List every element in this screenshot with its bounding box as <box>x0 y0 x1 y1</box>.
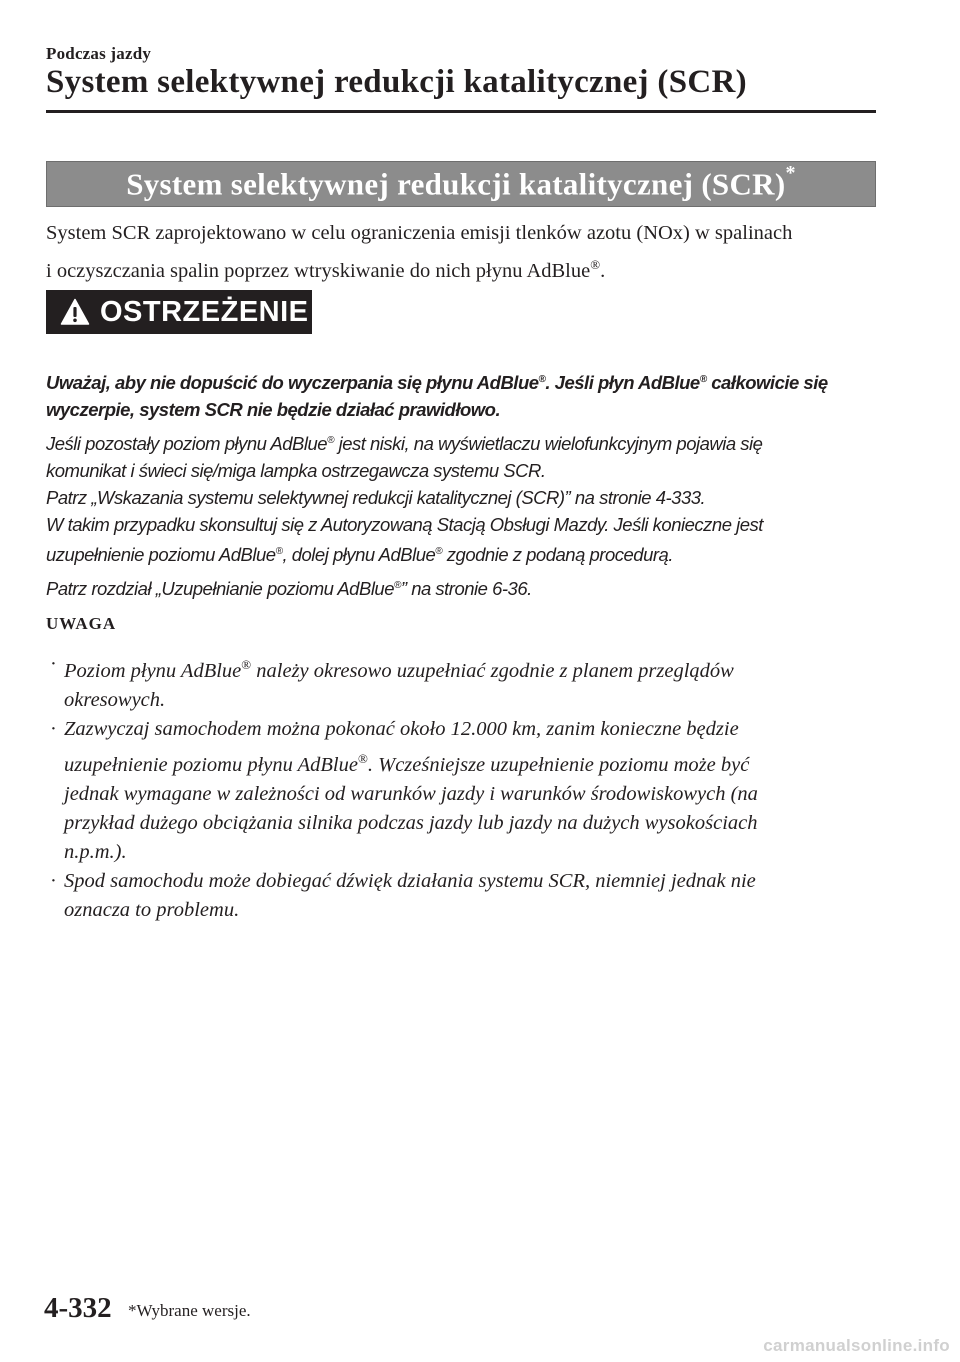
warning-paragraph-4: W takim przypadku skonsultuj się z Autoryzowaną Stacją Obsługi Mazdy. Jeśli konieczne jest uzupełnienie poziomu AdBlue®, dolej płynu AdBlue® zgodnie z podaną procedurą. <box>46 514 763 566</box>
header-rule <box>46 110 876 113</box>
footnote: *Wybrane wersje. <box>128 1301 251 1320</box>
warning-triangle-icon <box>60 298 90 326</box>
warning-paragraph-5: Patrz rozdział „Uzupełnianie poziomu AdBlue®” na stronie 6-36. <box>46 578 532 600</box>
section-banner <box>46 161 876 207</box>
note-heading: UWAGA <box>46 614 117 633</box>
note-list <box>46 650 876 925</box>
warning-body <box>46 366 906 603</box>
watermark: carmanualsonline.info <box>763 1336 950 1355</box>
intro-paragraph: System SCR zaprojektowano w celu ograniczenia emisji tlenków azotu (NOx) w spalinach i oczyszczania spalin poprzez wtryskiwanie do nich płynu AdBlue®. <box>46 222 793 282</box>
warning-paragraph-3: Patrz „Wskazania systemu selektywnej redukcji katalitycznej (SCR)” na stronie 4-333. <box>46 487 706 509</box>
header-title: System selektywnej redukcji katalitycznej (SCR) <box>46 64 747 100</box>
warning-paragraph-2: Jeśli pozostały poziom płynu AdBlue® jest niski, na wyświetlaczu wielofunkcyjnym pojawia się komunikat i świeci się/miga lampka ostrzegawcza systemu SCR. <box>46 433 763 482</box>
list-item: · Spod samochodu może dobiegać dźwięk działania systemu SCR, niemniej jednak nie oznacza to problemu. <box>50 869 756 921</box>
list-item: · Poziom płynu AdBlue® należy okresowo uzupełniać zgodnie z planem przeglądów okresowych. <box>50 653 734 711</box>
page-number: 4-332 <box>44 1292 112 1324</box>
list-item: · Zazwyczaj samochodem można pokonać około 12.000 km, zanim konieczne będzie uzupełnienie poziomu płynu AdBlue®. Wcześniejsze uzupełnienie poziomu może być jednak wymagane w zależności od warunków jazdy i warunków środowiskowych (na przykład dużego obciążania silnika podczas jazdy lub jazdy na dużych wysokościach n.p.m.). <box>50 717 758 863</box>
warning-badge <box>46 290 312 334</box>
header-section-label: Podczas jazdy <box>46 44 152 63</box>
section-asterisk: * <box>785 161 796 184</box>
section-title: System selektywnej redukcji katalitycznej (SCR)* <box>126 161 796 202</box>
warning-label: OSTRZEŻENIE <box>100 295 309 328</box>
warning-paragraph-1: Uważaj, aby nie dopuścić do wyczerpania się płynu AdBlue®. Jeśli płyn AdBlue® całkowicie się wyczerpie, system SCR nie będzie działać prawidłowo. <box>46 372 828 421</box>
